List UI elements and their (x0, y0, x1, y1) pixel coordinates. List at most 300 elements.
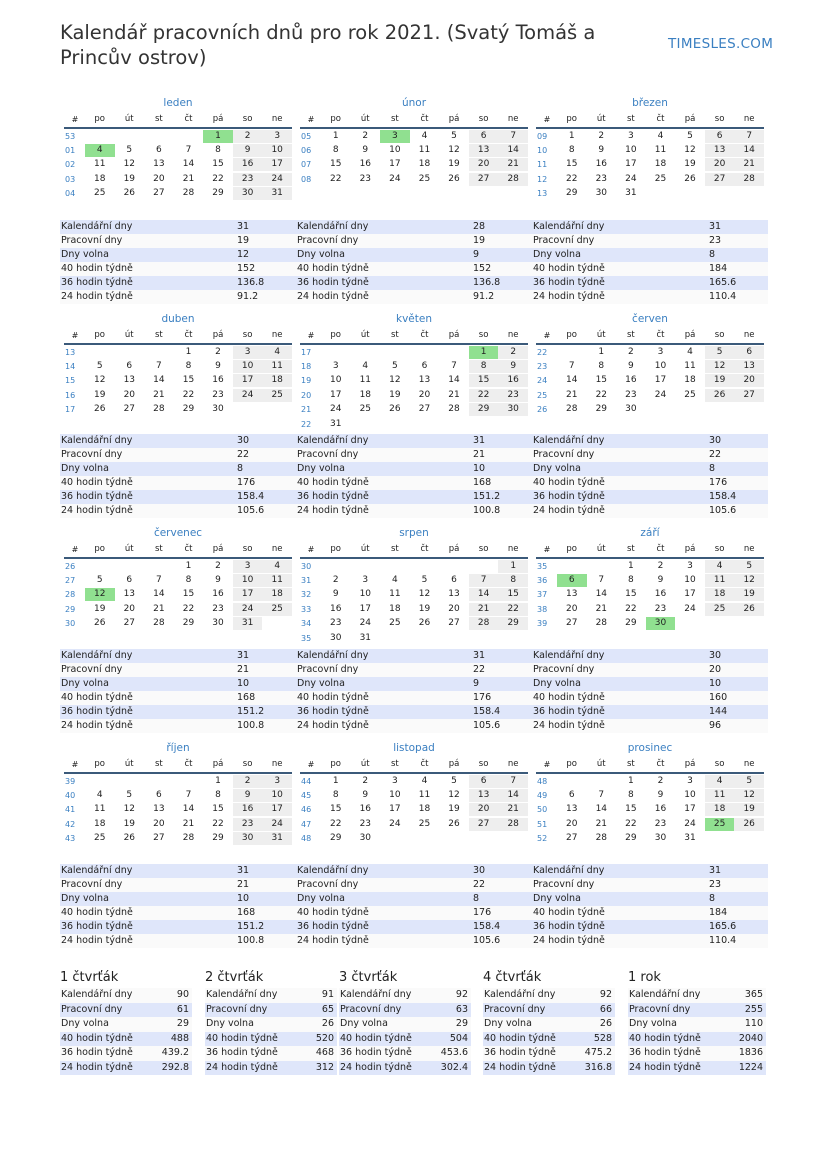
day-cell[interactable]: 3 (362, 575, 369, 586)
day-cell[interactable]: 10 (684, 790, 696, 801)
day-cell[interactable]: 15 (329, 804, 342, 815)
day-cell[interactable]: 18 (93, 173, 106, 184)
day-cell[interactable]: 27 (123, 618, 136, 629)
day-cell[interactable]: 3 (262, 775, 292, 788)
day-cell[interactable]: 14 (153, 589, 165, 600)
day-cell[interactable]: 15 (469, 374, 499, 387)
day-cell[interactable]: 21 (153, 603, 165, 614)
day-cell[interactable]: 20 (734, 374, 764, 387)
day-cell[interactable]: 5 (734, 560, 764, 573)
day-cell[interactable]: 28 (565, 404, 578, 415)
day-cell[interactable]: 10 (389, 145, 401, 156)
day-cell[interactable]: 7 (469, 574, 499, 587)
day-cell[interactable]: 8 (185, 575, 192, 586)
day-cell[interactable]: 5 (705, 346, 735, 359)
day-cell[interactable]: 15 (182, 375, 195, 386)
day-cell[interactable]: 12 (448, 145, 460, 156)
day-cell[interactable]: 26 (93, 404, 106, 415)
day-cell[interactable]: 3 (628, 130, 634, 141)
day-cell[interactable]: 11 (262, 360, 292, 373)
day-cell[interactable]: 19 (448, 159, 460, 170)
day-cell[interactable]: 24 (654, 389, 667, 400)
day-cell[interactable]: 9 (233, 144, 263, 157)
day-cell[interactable]: 17 (329, 389, 342, 400)
day-cell[interactable]: 17 (262, 158, 292, 171)
day-cell[interactable]: 4 (262, 346, 292, 359)
day-cell[interactable]: 19 (389, 389, 401, 400)
day-cell[interactable]: 13 (123, 589, 136, 600)
day-cell[interactable]: 5 (96, 361, 103, 372)
day-cell[interactable]: 17 (262, 803, 292, 816)
day-cell[interactable]: 6 (557, 574, 587, 587)
day-cell[interactable]: 27 (448, 618, 460, 629)
day-cell[interactable]: 1 (203, 130, 233, 143)
day-cell[interactable]: 14 (595, 589, 608, 600)
day-cell[interactable]: 11 (359, 375, 372, 386)
day-cell[interactable]: 15 (595, 375, 608, 386)
day-cell[interactable]: 23 (233, 173, 263, 186)
day-cell[interactable]: 30 (646, 617, 676, 630)
day-cell[interactable]: 23 (233, 818, 263, 831)
day-cell[interactable]: 1 (628, 560, 634, 571)
day-cell[interactable]: 22 (469, 389, 499, 402)
day-cell[interactable]: 13 (469, 789, 499, 802)
day-cell[interactable]: 14 (182, 159, 195, 170)
day-cell[interactable]: 1 (469, 346, 499, 359)
day-cell[interactable]: 4 (262, 560, 292, 573)
day-cell[interactable]: 27 (469, 173, 499, 186)
day-cell[interactable]: 25 (389, 618, 401, 629)
day-cell[interactable]: 20 (705, 158, 735, 171)
day-cell[interactable]: 10 (262, 144, 292, 157)
day-cell[interactable]: 3 (687, 775, 693, 786)
day-cell[interactable]: 9 (362, 145, 369, 156)
day-cell[interactable]: 19 (705, 374, 735, 387)
day-cell[interactable]: 4 (657, 130, 664, 141)
day-cell[interactable]: 2 (362, 130, 369, 141)
day-cell[interactable]: 20 (469, 803, 499, 816)
day-cell[interactable]: 22 (212, 173, 224, 184)
day-cell[interactable]: 19 (123, 173, 136, 184)
day-cell[interactable]: 3 (657, 346, 664, 357)
day-cell[interactable]: 12 (418, 589, 431, 600)
day-cell[interactable]: 10 (654, 361, 667, 372)
day-cell[interactable]: 20 (565, 818, 578, 829)
day-cell[interactable]: 28 (182, 833, 195, 844)
day-cell[interactable]: 23 (359, 818, 372, 829)
day-cell[interactable]: 12 (684, 145, 696, 156)
day-cell[interactable]: 28 (182, 188, 195, 199)
day-cell[interactable]: 16 (625, 375, 637, 386)
day-cell[interactable]: 2 (215, 560, 221, 571)
day-cell[interactable]: 30 (654, 833, 667, 844)
day-cell[interactable]: 10 (389, 790, 401, 801)
day-cell[interactable]: 25 (418, 818, 431, 829)
day-cell[interactable]: 5 (126, 145, 133, 156)
day-cell[interactable]: 6 (451, 575, 457, 586)
day-cell[interactable]: 16 (595, 159, 608, 170)
day-cell[interactable]: 11 (705, 789, 735, 802)
day-cell[interactable]: 31 (262, 187, 292, 200)
day-cell[interactable]: 26 (448, 173, 460, 184)
day-cell[interactable]: 28 (448, 404, 460, 415)
day-cell[interactable]: 2 (215, 346, 221, 357)
day-cell[interactable]: 3 (392, 775, 398, 786)
day-cell[interactable]: 27 (565, 833, 578, 844)
day-cell[interactable]: 5 (392, 361, 398, 372)
day-cell[interactable]: 29 (565, 188, 578, 199)
day-cell[interactable]: 19 (684, 159, 696, 170)
day-cell[interactable]: 16 (359, 159, 372, 170)
day-cell[interactable]: 20 (153, 818, 165, 829)
day-cell[interactable]: 17 (654, 375, 667, 386)
day-cell[interactable]: 9 (498, 360, 528, 373)
day-cell[interactable]: 7 (185, 790, 192, 801)
day-cell[interactable]: 13 (448, 589, 460, 600)
day-cell[interactable]: 26 (93, 618, 106, 629)
day-cell[interactable]: 10 (684, 575, 696, 586)
day-cell[interactable]: 14 (448, 375, 460, 386)
day-cell[interactable]: 1 (332, 775, 339, 786)
day-cell[interactable]: 29 (212, 833, 224, 844)
day-cell[interactable]: 4 (85, 144, 115, 157)
day-cell[interactable]: 25 (359, 404, 372, 415)
day-cell[interactable]: 29 (182, 618, 195, 629)
day-cell[interactable]: 21 (182, 818, 195, 829)
day-cell[interactable]: 17 (359, 603, 372, 614)
day-cell[interactable]: 5 (451, 130, 457, 141)
day-cell[interactable]: 2 (598, 130, 605, 141)
day-cell[interactable]: 18 (93, 818, 106, 829)
day-cell[interactable]: 25 (93, 833, 106, 844)
day-cell[interactable]: 25 (684, 389, 696, 400)
day-cell[interactable]: 10 (359, 589, 372, 600)
day-cell[interactable]: 21 (595, 818, 608, 829)
day-cell[interactable]: 1 (568, 130, 575, 141)
day-cell[interactable]: 24 (262, 818, 292, 831)
day-cell[interactable]: 19 (734, 803, 764, 816)
day-cell[interactable]: 25 (705, 603, 735, 616)
day-cell[interactable]: 4 (392, 575, 398, 586)
day-cell[interactable]: 11 (93, 804, 106, 815)
day-cell[interactable]: 26 (734, 603, 764, 616)
day-cell[interactable]: 2 (362, 775, 369, 786)
day-cell[interactable]: 27 (153, 833, 165, 844)
day-cell[interactable]: 6 (469, 775, 499, 788)
day-cell[interactable]: 18 (654, 159, 667, 170)
day-cell[interactable]: 23 (212, 389, 224, 400)
day-cell[interactable]: 25 (705, 818, 735, 831)
day-cell[interactable]: 30 (233, 187, 263, 200)
day-cell[interactable]: 27 (705, 173, 735, 186)
day-cell[interactable]: 3 (332, 361, 339, 372)
day-cell[interactable]: 13 (734, 360, 764, 373)
day-cell[interactable]: 10 (329, 375, 342, 386)
day-cell[interactable]: 12 (734, 789, 764, 802)
day-cell[interactable]: 30 (212, 404, 224, 415)
day-cell[interactable]: 23 (498, 389, 528, 402)
day-cell[interactable]: 3 (380, 130, 410, 143)
day-cell[interactable]: 15 (329, 159, 342, 170)
day-cell[interactable]: 15 (498, 588, 528, 601)
day-cell[interactable]: 21 (595, 603, 608, 614)
day-cell[interactable]: 4 (96, 790, 103, 801)
day-cell[interactable]: 13 (153, 804, 165, 815)
day-cell[interactable]: 22 (182, 603, 195, 614)
day-cell[interactable]: 18 (705, 588, 735, 601)
day-cell[interactable]: 8 (628, 790, 634, 801)
day-cell[interactable]: 24 (262, 173, 292, 186)
day-cell[interactable]: 30 (625, 404, 637, 415)
day-cell[interactable]: 19 (418, 603, 431, 614)
day-cell[interactable]: 11 (418, 790, 431, 801)
day-cell[interactable]: 20 (418, 389, 431, 400)
day-cell[interactable]: 16 (359, 804, 372, 815)
day-cell[interactable]: 26 (123, 188, 136, 199)
day-cell[interactable]: 16 (233, 158, 263, 171)
day-cell[interactable]: 6 (734, 346, 764, 359)
day-cell[interactable]: 14 (153, 375, 165, 386)
day-cell[interactable]: 14 (734, 144, 764, 157)
day-cell[interactable]: 20 (448, 603, 460, 614)
day-cell[interactable]: 22 (498, 603, 528, 616)
day-cell[interactable]: 9 (657, 575, 664, 586)
day-cell[interactable]: 20 (123, 603, 136, 614)
day-cell[interactable]: 2 (657, 775, 664, 786)
day-cell[interactable]: 7 (598, 575, 605, 586)
day-cell[interactable]: 19 (123, 818, 136, 829)
day-cell[interactable]: 20 (565, 603, 578, 614)
day-cell[interactable]: 26 (123, 833, 136, 844)
day-cell[interactable]: 27 (469, 818, 499, 831)
day-cell[interactable]: 29 (329, 833, 342, 844)
day-cell[interactable]: 28 (153, 404, 165, 415)
day-cell[interactable]: 23 (595, 173, 608, 184)
day-cell[interactable]: 12 (123, 159, 136, 170)
day-cell[interactable]: 17 (684, 589, 696, 600)
day-cell[interactable]: 3 (687, 560, 693, 571)
day-cell[interactable]: 25 (262, 389, 292, 402)
day-cell[interactable]: 23 (625, 389, 637, 400)
day-cell[interactable]: 14 (498, 789, 528, 802)
day-cell[interactable]: 26 (684, 173, 696, 184)
day-cell[interactable]: 18 (262, 588, 292, 601)
day-cell[interactable]: 8 (598, 361, 605, 372)
day-cell[interactable]: 26 (448, 818, 460, 829)
day-cell[interactable]: 6 (126, 575, 133, 586)
day-cell[interactable]: 31 (329, 418, 342, 429)
day-cell[interactable]: 25 (418, 173, 431, 184)
day-cell[interactable]: 20 (469, 158, 499, 171)
day-cell[interactable]: 13 (418, 375, 431, 386)
day-cell[interactable]: 7 (451, 361, 457, 372)
day-cell[interactable]: 29 (182, 404, 195, 415)
day-cell[interactable]: 31 (625, 188, 637, 199)
day-cell[interactable]: 9 (362, 790, 369, 801)
day-cell[interactable]: 28 (498, 173, 528, 186)
day-cell[interactable]: 31 (262, 832, 292, 845)
day-cell[interactable]: 29 (212, 188, 224, 199)
day-cell[interactable]: 30 (359, 833, 372, 844)
day-cell[interactable]: 18 (359, 389, 372, 400)
day-cell[interactable]: 16 (498, 374, 528, 387)
day-cell[interactable]: 15 (182, 589, 195, 600)
day-cell[interactable]: 10 (625, 145, 637, 156)
day-cell[interactable]: 11 (93, 159, 106, 170)
day-cell[interactable]: 30 (212, 618, 224, 629)
day-cell[interactable]: 8 (332, 790, 339, 801)
day-cell[interactable]: 29 (595, 404, 608, 415)
day-cell[interactable]: 17 (233, 588, 263, 601)
day-cell[interactable]: 13 (153, 159, 165, 170)
day-cell[interactable]: 8 (628, 575, 634, 586)
day-cell[interactable]: 4 (421, 130, 428, 141)
day-cell[interactable]: 16 (212, 375, 224, 386)
day-cell[interactable]: 29 (625, 618, 637, 629)
day-cell[interactable]: 31 (359, 632, 372, 643)
day-cell[interactable]: 31 (233, 617, 263, 630)
day-cell[interactable]: 8 (332, 145, 339, 156)
day-cell[interactable]: 6 (156, 790, 162, 801)
day-cell[interactable]: 1 (215, 775, 221, 786)
day-cell[interactable]: 8 (215, 790, 221, 801)
day-cell[interactable]: 7 (568, 361, 575, 372)
day-cell[interactable]: 7 (156, 575, 162, 586)
day-cell[interactable]: 17 (389, 804, 401, 815)
day-cell[interactable]: 22 (329, 173, 342, 184)
day-cell[interactable]: 1 (332, 130, 339, 141)
day-cell[interactable]: 24 (684, 818, 696, 829)
day-cell[interactable]: 22 (595, 389, 608, 400)
day-cell[interactable]: 14 (498, 144, 528, 157)
day-cell[interactable]: 13 (123, 375, 136, 386)
day-cell[interactable]: 6 (469, 130, 499, 143)
day-cell[interactable]: 29 (498, 617, 528, 630)
day-cell[interactable]: 27 (565, 618, 578, 629)
day-cell[interactable]: 26 (418, 618, 431, 629)
day-cell[interactable]: 15 (212, 159, 224, 170)
day-cell[interactable]: 21 (182, 173, 195, 184)
day-cell[interactable]: 6 (568, 790, 575, 801)
day-cell[interactable]: 24 (359, 618, 372, 629)
day-cell[interactable]: 18 (684, 375, 696, 386)
day-cell[interactable]: 28 (153, 618, 165, 629)
day-cell[interactable]: 18 (418, 804, 431, 815)
day-cell[interactable]: 20 (123, 389, 136, 400)
day-cell[interactable]: 16 (329, 603, 342, 614)
day-cell[interactable]: 26 (389, 404, 401, 415)
day-cell[interactable]: 14 (565, 375, 578, 386)
day-cell[interactable]: 22 (625, 603, 637, 614)
day-cell[interactable]: 14 (469, 588, 499, 601)
day-cell[interactable]: 3 (233, 560, 263, 573)
day-cell[interactable]: 2 (498, 346, 528, 359)
day-cell[interactable]: 9 (628, 361, 634, 372)
day-cell[interactable]: 17 (389, 159, 401, 170)
day-cell[interactable]: 11 (705, 574, 735, 587)
day-cell[interactable]: 6 (421, 361, 428, 372)
day-cell[interactable]: 10 (233, 574, 263, 587)
day-cell[interactable]: 22 (212, 818, 224, 829)
day-cell[interactable]: 6 (156, 145, 162, 156)
day-cell[interactable]: 19 (93, 603, 106, 614)
day-cell[interactable]: 10 (262, 789, 292, 802)
day-cell[interactable]: 5 (687, 130, 693, 141)
day-cell[interactable]: 17 (233, 374, 263, 387)
day-cell[interactable]: 16 (654, 589, 667, 600)
day-cell[interactable]: 1 (185, 346, 192, 357)
day-cell[interactable]: 11 (684, 361, 696, 372)
day-cell[interactable]: 8 (469, 360, 499, 373)
day-cell[interactable]: 6 (705, 130, 735, 143)
day-cell[interactable]: 23 (654, 818, 667, 829)
day-cell[interactable]: 14 (182, 804, 195, 815)
day-cell[interactable]: 9 (598, 145, 605, 156)
day-cell[interactable]: 25 (262, 603, 292, 616)
day-cell[interactable]: 4 (421, 775, 428, 786)
day-cell[interactable]: 18 (418, 159, 431, 170)
day-cell[interactable]: 4 (687, 346, 693, 357)
day-cell[interactable]: 15 (625, 589, 637, 600)
day-cell[interactable]: 19 (93, 389, 106, 400)
day-cell[interactable]: 15 (565, 159, 578, 170)
day-cell[interactable]: 12 (123, 804, 136, 815)
day-cell[interactable]: 7 (185, 145, 192, 156)
day-cell[interactable]: 23 (212, 603, 224, 614)
day-cell[interactable]: 23 (654, 603, 667, 614)
day-cell[interactable]: 21 (498, 803, 528, 816)
day-cell[interactable]: 10 (233, 360, 263, 373)
day-cell[interactable]: 8 (568, 145, 575, 156)
day-cell[interactable]: 13 (565, 589, 578, 600)
day-cell[interactable]: 28 (734, 173, 764, 186)
day-cell[interactable]: 1 (185, 560, 192, 571)
day-cell[interactable]: 28 (595, 833, 608, 844)
day-cell[interactable]: 12 (389, 375, 401, 386)
day-cell[interactable]: 18 (705, 803, 735, 816)
day-cell[interactable]: 9 (657, 790, 664, 801)
day-cell[interactable]: 19 (448, 804, 460, 815)
day-cell[interactable]: 16 (233, 803, 263, 816)
day-cell[interactable]: 29 (469, 403, 499, 416)
day-cell[interactable]: 1 (498, 560, 528, 573)
day-cell[interactable]: 30 (595, 188, 608, 199)
day-cell[interactable]: 12 (448, 790, 460, 801)
day-cell[interactable]: 15 (212, 804, 224, 815)
day-cell[interactable]: 15 (625, 804, 637, 815)
day-cell[interactable]: 30 (498, 403, 528, 416)
day-cell[interactable]: 24 (233, 389, 263, 402)
day-cell[interactable]: 12 (85, 588, 115, 601)
day-cell[interactable]: 11 (262, 574, 292, 587)
day-cell[interactable]: 7 (598, 790, 605, 801)
day-cell[interactable]: 2 (233, 775, 263, 788)
day-cell[interactable]: 7 (734, 130, 764, 143)
day-cell[interactable]: 24 (389, 818, 401, 829)
day-cell[interactable]: 18 (389, 603, 401, 614)
day-cell[interactable]: 11 (389, 589, 401, 600)
day-cell[interactable]: 9 (332, 589, 339, 600)
day-cell[interactable]: 28 (498, 818, 528, 831)
day-cell[interactable]: 3 (262, 130, 292, 143)
day-cell[interactable]: 18 (262, 374, 292, 387)
day-cell[interactable]: 2 (332, 575, 339, 586)
day-cell[interactable]: 11 (654, 145, 667, 156)
day-cell[interactable]: 26 (734, 818, 764, 831)
day-cell[interactable]: 3 (233, 346, 263, 359)
day-cell[interactable]: 27 (418, 404, 431, 415)
day-cell[interactable]: 5 (96, 575, 103, 586)
